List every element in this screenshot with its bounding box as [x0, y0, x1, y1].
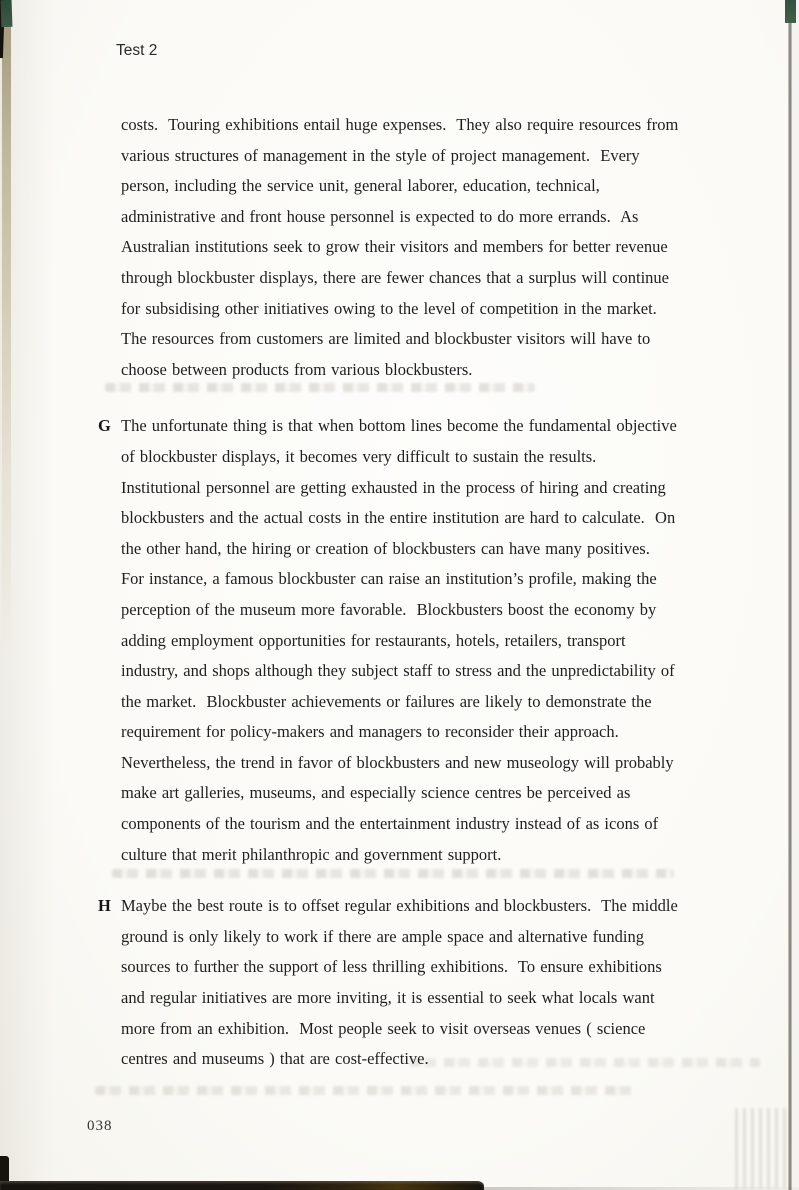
passage-line: industry, and shops although they subject staff to stress and the unpredictability of [121, 661, 675, 681]
paragraph-label: G [98, 416, 111, 436]
page-right-margin [792, 0, 799, 1190]
passage-line: make art galleries, museums, and especially science centres be perceived as [121, 783, 631, 803]
paragraph-continuation [98, 110, 778, 385]
passage-line: person, including the service unit, general laborer, education, technical, [121, 176, 600, 196]
passage-line: sources to further the support of less thrilling exhibitions. To ensure exhibitions [121, 957, 662, 977]
page-number: 038 [87, 1118, 113, 1134]
passage-line: more from an exhibition. Most people seek to visit overseas venues ( science [121, 1018, 646, 1038]
passage-line: Maybe the best route is to offset regular exhibitions and blockbusters. The middle [121, 896, 678, 916]
passage-line: The unfortunate thing is that when bottom lines become the fundamental objective [121, 416, 677, 436]
passage-line: various structures of management in the style of project management. Every [121, 145, 640, 165]
passage-line: costs. Touring exhibitions entail huge expenses. They also require resources from [121, 115, 679, 134]
paragraph-label-empty [98, 110, 121, 385]
paragraph-lines [121, 411, 778, 870]
paragraph-lines [121, 891, 778, 1075]
passage-line: the market. Blockbuster achievements or failures are likely to demonstrate the [121, 691, 652, 711]
page-right-edge-line [788, 0, 792, 1190]
paragraph-h [98, 891, 778, 1075]
passage-line: centres and museums ) that are cost-effective. [121, 1049, 429, 1069]
passage-line: Australian institutions seek to grow their visitors and members for better revenue [121, 237, 668, 257]
paragraph-label: H [98, 896, 111, 916]
passage-line: of blockbuster displays, it becomes very difficult to sustain the results. [121, 446, 597, 466]
passage-line: adding employment opportunities for restaurants, hotels, retailers, transport [121, 630, 626, 650]
passage-line: requirement for policy-makers and managers to reconsider their approach. [121, 722, 619, 742]
page-edge-streaks [735, 1108, 791, 1188]
ink-bleed-artifact [95, 1086, 635, 1095]
passage-line: for subsidising other initiatives owing to the level of competition in the market. [121, 298, 657, 318]
scan-edge-green-patch-left [1, 0, 13, 27]
paragraph-lines [121, 110, 778, 385]
passage-line: For instance, a famous blockbuster can raise an institution’s profile, making the [121, 569, 657, 589]
header-title: Test 2 [116, 42, 158, 59]
passage-line: choose between products from various blockbusters. [121, 359, 473, 379]
passage-line: the other hand, the hiring or creation of blockbusters can have many positives. [121, 538, 650, 558]
book-binding-edge [2, 18, 11, 658]
passage-line: Institutional personnel are getting exhausted in the process of hiring and creating [121, 477, 666, 497]
passage-line: The resources from customers are limited and blockbuster visitors will have to [121, 329, 651, 349]
scan-edge-green-patch-right [785, 0, 796, 23]
passage-line: blockbusters and the actual costs in the entire institution are hard to calculate. On [121, 508, 676, 528]
passage-line: Nevertheless, the trend in favor of blockbusters and new museology will probably [121, 752, 674, 772]
passage-line: and regular initiatives are more inviting, it is essential to seek what locals want [121, 988, 655, 1008]
passage-line: through blockbuster displays, there are fewer chances that a surplus will continue [121, 267, 669, 287]
passage-body [98, 110, 778, 1075]
scan-bed-bottom-bar [0, 1181, 484, 1190]
passage-line: ground is only likely to work if there are ample space and alternative funding [121, 926, 644, 946]
paragraph-g [98, 411, 778, 870]
passage-line: culture that merit philanthropic and government support. [121, 844, 502, 864]
passage-line: perception of the museum more favorable. Blockbusters boost the economy by [121, 599, 657, 619]
passage-line: components of the tourism and the entertainment industry instead of as icons of [121, 814, 659, 834]
passage-line: administrative and front house personnel is expected to do more errands. As [121, 206, 639, 226]
